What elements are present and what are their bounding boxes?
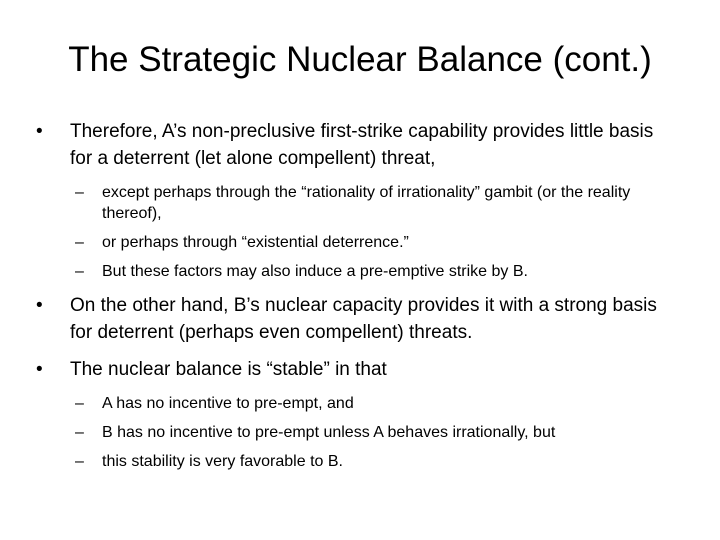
subpoint-1-2: [36, 232, 676, 253]
dash-icon: –: [75, 424, 84, 441]
bullet-icon: •: [36, 295, 43, 316]
dash-icon: –: [75, 395, 84, 412]
subpoint-text: this stability is very favorable to B.: [102, 453, 343, 470]
subpoint-text: B has no incentive to pre-empt unless A behaves irrationally, but: [102, 424, 556, 441]
bullet-text: Therefore, A’s non-preclusive first-strike capability provides little basis for a deterrent (let alone compellent) threat,: [70, 121, 654, 169]
dash-icon: –: [75, 453, 84, 470]
subpoint-text: But these factors may also induce a pre-emptive strike by B.: [102, 263, 528, 280]
subpoint-text: A has no incentive to pre-empt, and: [102, 395, 354, 412]
slide-title: The Strategic Nuclear Balance (cont.): [68, 40, 652, 79]
bullet-text: The nuclear balance is “stable” in that: [70, 359, 387, 380]
subpoint-3-2: [36, 422, 676, 443]
subpoint-list-1: [36, 182, 676, 282]
dash-icon: –: [75, 263, 84, 280]
subpoint-text: or perhaps through “existential deterrence.”: [102, 234, 409, 251]
subpoint-3-1: [36, 393, 676, 414]
bullet-icon: •: [36, 359, 43, 380]
subpoint-1-3: [36, 261, 676, 282]
subpoint-list-3: [36, 393, 676, 472]
subpoint-text: except perhaps through the “rationality of irrationality” gambit (or the reality thereof),: [102, 184, 631, 222]
subpoint-1-1: [36, 182, 676, 224]
bullet-icon: •: [36, 121, 43, 142]
bullet-point-1: [36, 118, 676, 172]
subpoint-3-3: [36, 451, 676, 472]
dash-icon: –: [75, 184, 84, 201]
bullet-text: On the other hand, B’s nuclear capacity provides it with a strong basis for deterrent (perhaps even compellent) threats.: [70, 295, 657, 343]
slide-body: [36, 118, 676, 482]
bullet-point-3: [36, 356, 676, 383]
bullet-point-2: [36, 292, 676, 346]
dash-icon: –: [75, 234, 84, 251]
